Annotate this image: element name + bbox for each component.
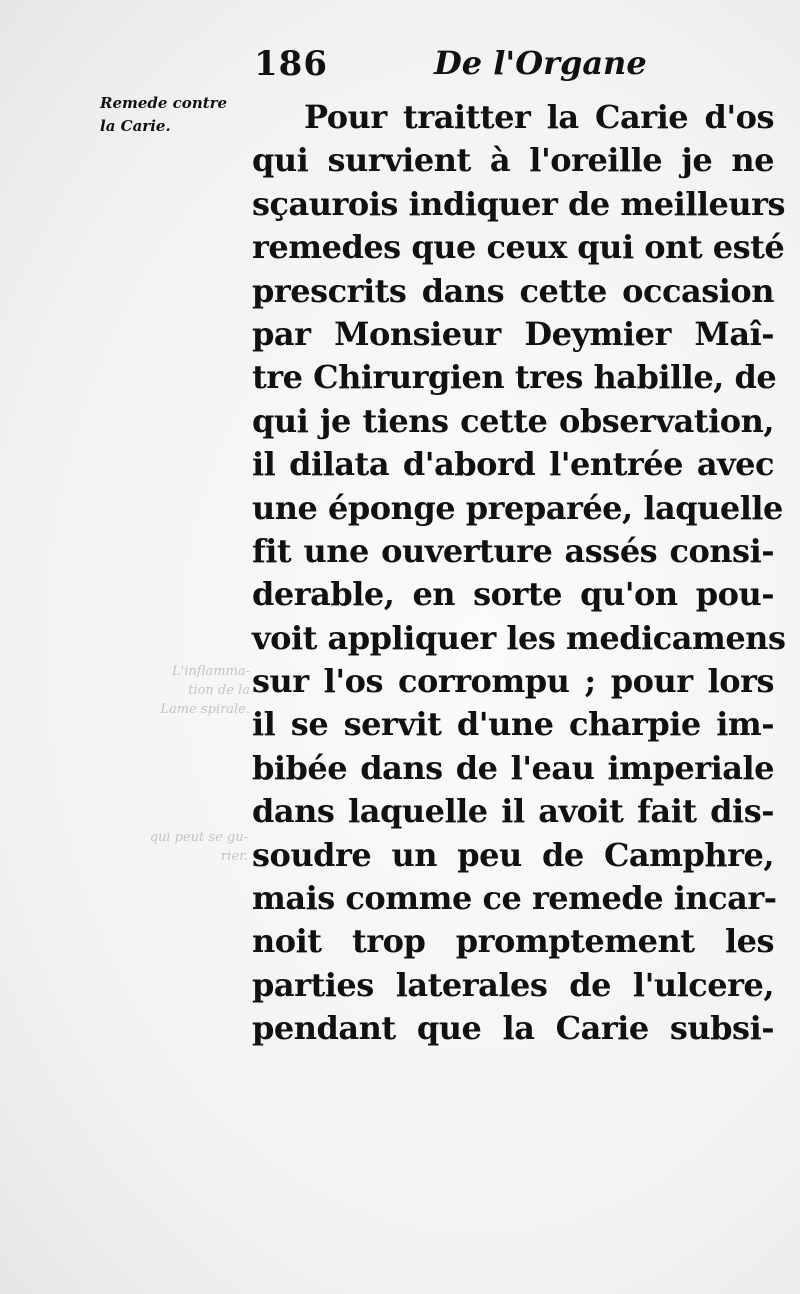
margin-note-line: Lame spirale. xyxy=(160,702,250,717)
margin-note-inflammation xyxy=(108,662,250,719)
text-line: derable, en sorte qu'on pou- xyxy=(252,575,774,614)
text-line: remedes que ceux qui ont esté xyxy=(252,228,785,267)
text-line: une éponge preparée, laquelle xyxy=(252,488,783,527)
page-number: 186 xyxy=(254,44,328,84)
text-line: sçaurois indiquer de meilleurs xyxy=(252,184,786,223)
margin-note-remede xyxy=(100,92,227,138)
text-line: prescrits dans cette occasion xyxy=(252,271,774,310)
running-head: De l'Organe xyxy=(434,44,647,82)
text-line: noit trop promptement les xyxy=(252,922,774,961)
text-line: Pour traitter la Carie d'os xyxy=(304,98,774,136)
text-line: tre Chirurgien tres habille, de xyxy=(252,358,777,397)
margin-note-line: L'inflamma- xyxy=(172,664,250,679)
page-header xyxy=(254,44,774,90)
margin-note-line: tion de la xyxy=(188,683,250,698)
text-line: pendant que la Carie subsi- xyxy=(252,1009,774,1048)
text-line: qui survient à l'oreille je ne xyxy=(252,141,774,180)
text-line: par Monsieur Deymier Maî- xyxy=(252,314,774,353)
text-line: parties laterales de l'ulcere, xyxy=(252,965,774,1004)
text-line: bibée dans de l'eau imperiale xyxy=(252,748,774,787)
text-line: mais comme ce remede incar- xyxy=(252,879,777,918)
text-line: il dilata d'abord l'entrée avec xyxy=(252,445,774,484)
text-line: qui je tiens cette observation, xyxy=(252,401,774,440)
margin-note-line: la Carie. xyxy=(100,117,171,135)
text-line: il se servit d'une charpie im- xyxy=(252,705,774,744)
margin-note-line: rier. xyxy=(221,849,248,864)
margin-note-question xyxy=(120,828,248,866)
margin-note-line: Remede contre xyxy=(100,94,228,112)
text-line: soudre un peu de Camphre, xyxy=(252,835,774,874)
text-line: dans laquelle il avoit fait dis- xyxy=(252,792,774,831)
text-line: sur l'os corrompu ; pour lors xyxy=(252,662,774,701)
text-line: voit appliquer les medicamens xyxy=(252,618,786,657)
text-line: fit une ouverture assés consi- xyxy=(252,531,774,570)
body-text xyxy=(252,96,786,1051)
margin-note-line: qui peut se gu- xyxy=(149,830,248,845)
